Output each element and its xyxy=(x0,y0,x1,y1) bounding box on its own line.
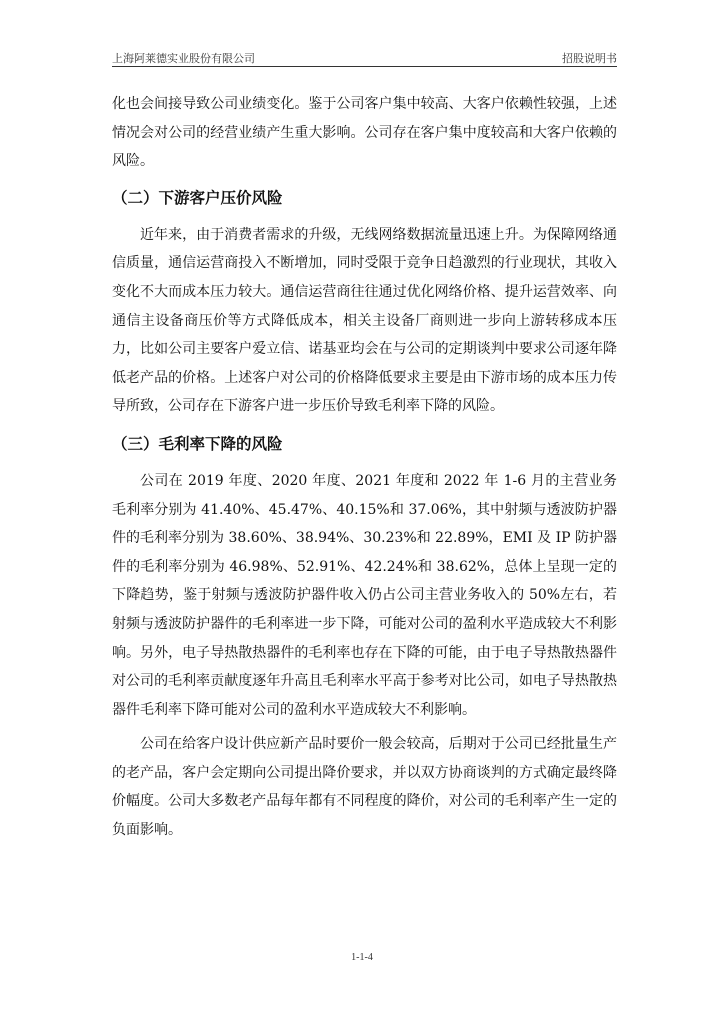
section-heading-gross-margin: （三）毛利率下降的风险 xyxy=(112,434,283,453)
paragraph-price-pressure: 近年来，由于消费者需求的升级，无线网络数据流量迅速上升。为保障网络通信质量，通信运营商投入不断增加，同时受限于竞争日趋激烈的行业现状，其收入变化不大而成本压力较大。通信运营商往往通过优化网络价格、提升运营效率、向通信主设备商压价等方式降低成本，相关主设备厂商则进一步向上游转移成本压力，比如公司主要客户爱立信、诺基亚均会在与公司的定期谈判中要求公司逐年降低老产品的价格。上述客户对公司的价格降低要求主要是由下游市场的成本压力传导所致，公司存在下游客户进一步压价导致毛利率下降的风险。 xyxy=(112,226,617,415)
document-body xyxy=(112,90,617,845)
section-heading-price-pressure: （二）下游客户压价风险 xyxy=(112,188,283,207)
header-document-type: 招股说明书 xyxy=(562,52,617,65)
paragraph-gross-margin: 公司在 2019 年度、2020 年度、2021 年度和 2022 年 1-6 月的主营业务毛利率分别为 41.40%、45.47%、40.15%和 37.06%，其中射频与透波防护器件的毛利率分别为 38.60%、38.94%、30.23%和 22.89%，EMI 及 IP 防护器件的毛利率分别为 46.98%、52.91%、42.24%和 38.62%，总体上呈现一定的下降趋势，鉴于射频与透波防护器件收入仍占公司主营业务收入的 50%左右，若射频与透波防护器件的毛利率进一步下降，可能对公司的盈利水平造成较大不利影响。另外，电子导热散热器件的毛利率也存在下降的可能，由于电子导热散热器件对公司的毛利率贡献度逐年升高且毛利率水平高于参考对比公司，如电子导热散热器件毛利率下降可能对公司的盈利水平造成较大不利影响。 xyxy=(112,472,617,718)
header-company-name: 上海阿莱德实业股份有限公司 xyxy=(112,52,255,65)
paragraph-old-product-pricing: 公司在给客户设计供应新产品时要价一般会较高，后期对于公司已经批量生产的老产品，客户会定期向公司提出降价要求，并以双方协商谈判的方式确定最终降价幅度。公司大多数老产品每年都有不同程度的降价，对公司的毛利率产生一定的负面影响。 xyxy=(112,736,617,839)
page-header xyxy=(112,48,617,67)
paragraph-customer-dependency: 化也会间接导致公司业绩变化。鉴于公司客户集中较高、大客户依赖性较强，上述情况会对公司的经营业绩产生重大影响。公司存在客户集中度较高和大客户依赖的风险。 xyxy=(112,96,617,170)
page-number: 1-1-4 xyxy=(351,952,373,963)
